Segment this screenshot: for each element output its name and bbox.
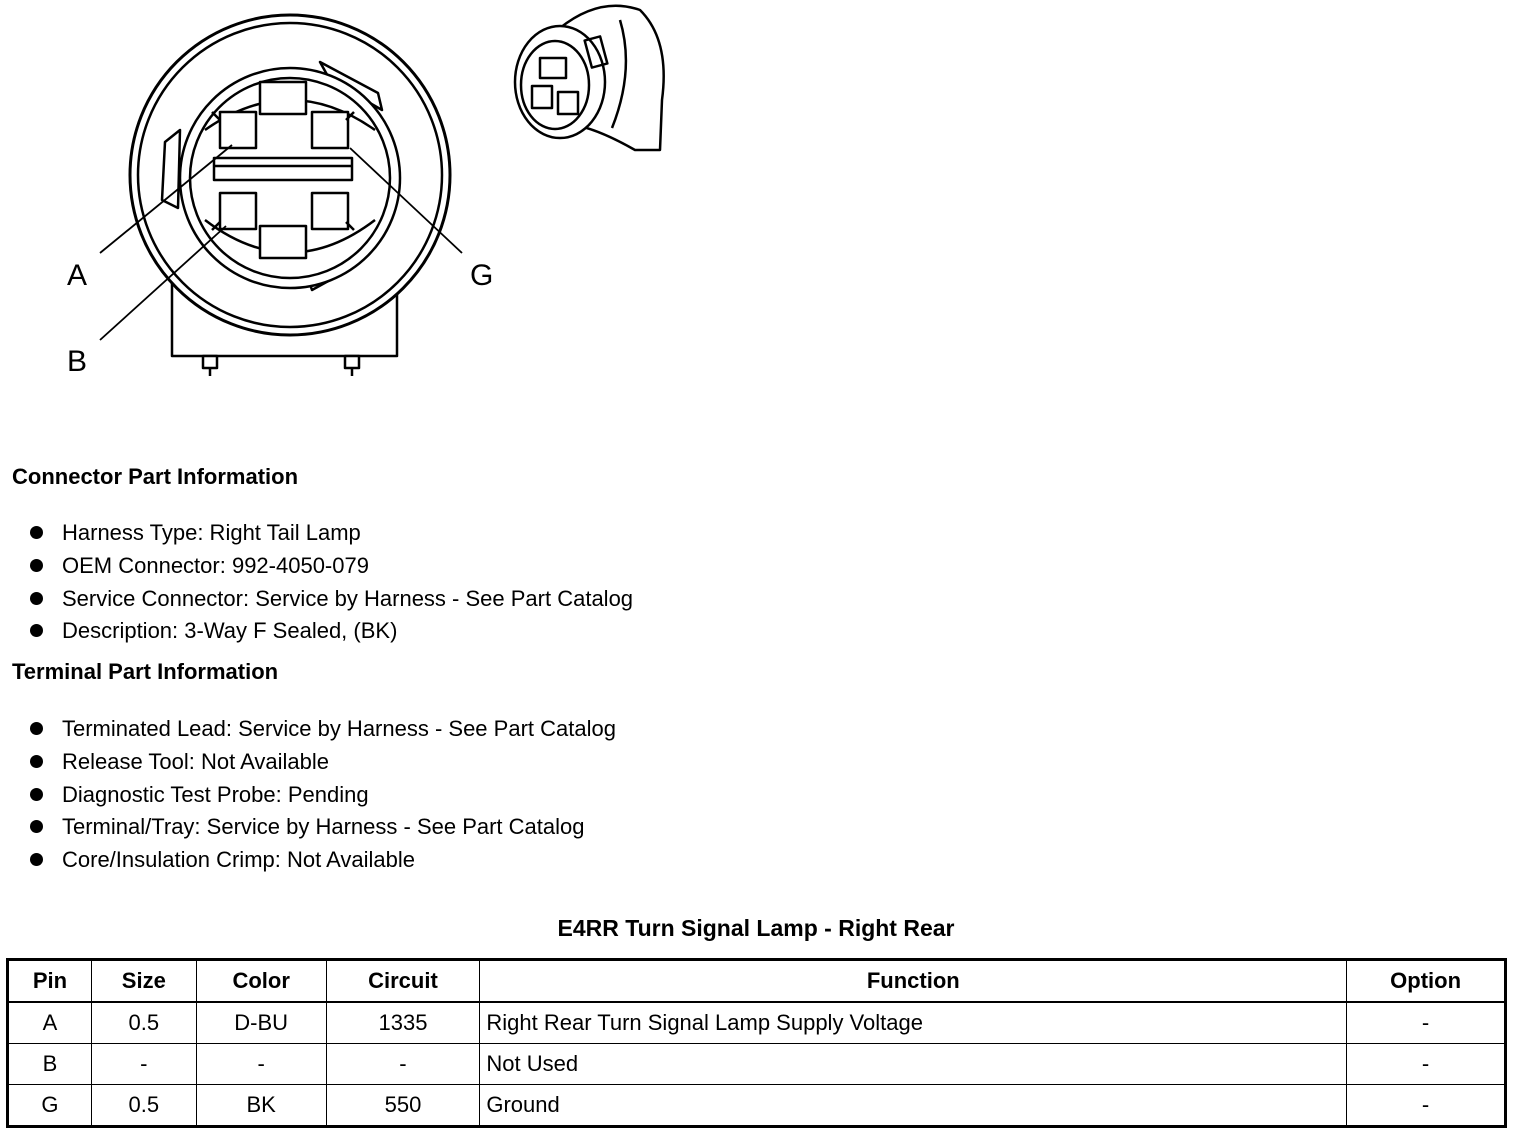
terminal-info-title: Terminal Part Information	[12, 659, 279, 684]
list-item: Terminated Lead: Service by Harness - See Part Catalog	[30, 716, 616, 749]
table-row	[8, 1044, 1506, 1085]
col-header-function: Function	[480, 960, 1347, 1003]
pin-label-g: G	[470, 259, 494, 292]
list-item: OEM Connector: 992-4050-079	[30, 553, 633, 586]
list-item: Release Tool: Not Available	[30, 749, 616, 782]
cell-size: 0.5	[91, 1085, 196, 1127]
pin-table	[6, 958, 1507, 1128]
cell-size: -	[91, 1044, 196, 1085]
pin-label-a: A	[67, 259, 88, 292]
connector-info-title: Connector Part Information	[12, 464, 299, 489]
terminal-info-list	[30, 716, 616, 880]
list-item: Diagnostic Test Probe: Pending	[30, 782, 616, 815]
cell-option: -	[1347, 1044, 1506, 1085]
cell-color: D-BU	[196, 1002, 326, 1044]
connector-diagram	[0, 0, 700, 400]
list-item: Core/Insulation Crimp: Not Available	[30, 847, 616, 880]
table-header-row	[8, 960, 1506, 1003]
col-header-size: Size	[91, 960, 196, 1003]
connector-info-list	[30, 520, 633, 651]
table-row	[8, 1085, 1506, 1127]
cell-pin: B	[8, 1044, 92, 1085]
cell-color: -	[196, 1044, 326, 1085]
col-header-color: Color	[196, 960, 326, 1003]
cell-option: -	[1347, 1002, 1506, 1044]
list-item: Service Connector: Service by Harness - See Part Catalog	[30, 586, 633, 619]
cell-circuit: 550	[326, 1085, 480, 1127]
col-header-option: Option	[1347, 960, 1506, 1003]
cell-pin: G	[8, 1085, 92, 1127]
cell-function: Ground	[480, 1085, 1347, 1127]
cell-circuit: 1335	[326, 1002, 480, 1044]
cell-function: Not Used	[480, 1044, 1347, 1085]
col-header-pin: Pin	[8, 960, 92, 1003]
cell-pin: A	[8, 1002, 92, 1044]
table-title: E4RR Turn Signal Lamp - Right Rear	[557, 915, 955, 941]
pin-label-b: B	[67, 345, 88, 378]
table-row	[8, 1002, 1506, 1044]
cell-function: Right Rear Turn Signal Lamp Supply Voltage	[480, 1002, 1347, 1044]
cell-color: BK	[196, 1085, 326, 1127]
list-item: Harness Type: Right Tail Lamp	[30, 520, 633, 553]
cell-size: 0.5	[91, 1002, 196, 1044]
col-header-circuit: Circuit	[326, 960, 480, 1003]
list-item: Description: 3-Way F Sealed, (BK)	[30, 618, 633, 651]
cell-circuit: -	[326, 1044, 480, 1085]
cell-option: -	[1347, 1085, 1506, 1127]
list-item: Terminal/Tray: Service by Harness - See Part Catalog	[30, 814, 616, 847]
